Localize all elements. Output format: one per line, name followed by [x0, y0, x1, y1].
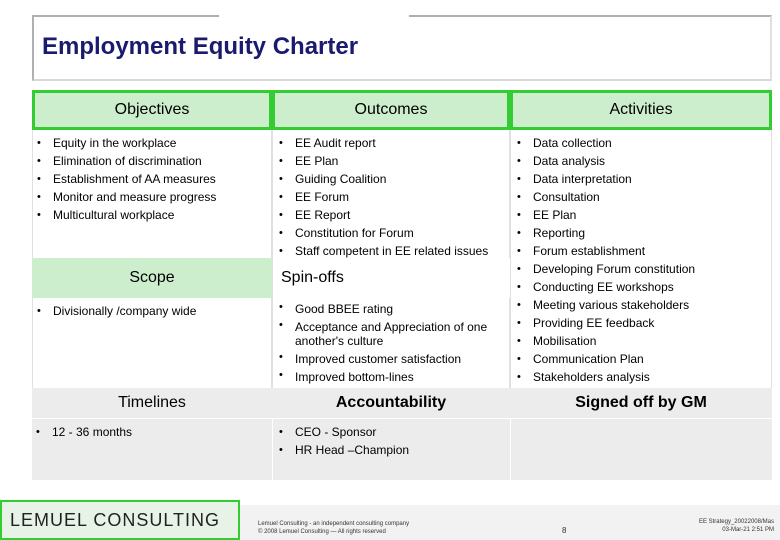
scope-list: [35, 302, 271, 320]
list-item: • Data analysis: [515, 152, 771, 170]
page-number: 8: [562, 526, 567, 535]
outcomes-header-label: Outcomes: [354, 101, 428, 118]
footer-text: [258, 520, 409, 536]
list-item: • Stakeholders analysis: [515, 368, 771, 386]
objectives-body: [32, 130, 272, 258]
list-item: • EE Report: [277, 206, 509, 224]
list-item: • Equity in the workplace: [35, 134, 271, 152]
objectives-header: [32, 90, 272, 130]
footer-doc-ref: EE Strategy_20022008/Mas: [698, 519, 774, 525]
spinoffs-body: [272, 298, 510, 388]
list-item: • Meeting various stakeholders: [515, 296, 771, 314]
timelines-list: [34, 423, 272, 441]
list-item: • Data interpretation: [515, 170, 771, 188]
spinoffs-list: [277, 300, 509, 386]
list-item: • Good BBEE rating: [277, 300, 509, 318]
list-item: • CEO - Sponsor: [277, 423, 510, 441]
list-item: • Mobilisation: [515, 332, 771, 350]
list-item: • HR Head –Champion: [277, 441, 510, 459]
list-item: • Forum establishment: [515, 242, 771, 260]
objectives-header-label: Objectives: [114, 101, 190, 118]
accountability-list: [277, 423, 510, 459]
page-title: Employment Equity Charter: [42, 33, 359, 60]
scope-header: [32, 258, 272, 298]
list-item: • EE Plan: [277, 152, 509, 170]
spinoffs-header: [272, 258, 510, 298]
objectives-list: [35, 134, 271, 224]
list-item: • Multicultural workplace: [35, 206, 271, 224]
list-item: • Constitution for Forum: [277, 224, 509, 242]
outcomes-list: [277, 134, 509, 260]
list-item: • Improved customer satisfaction: [277, 350, 509, 368]
footer-right: [640, 518, 774, 534]
list-item: • Improved bottom-lines: [277, 368, 509, 386]
list-item: • Providing EE feedback: [515, 314, 771, 332]
activities-header: [510, 90, 772, 130]
accountability-header-label: Accountability: [335, 394, 447, 411]
list-item: • Establishment of AA measures: [35, 170, 271, 188]
list-item: • Conducting EE workshops: [515, 278, 771, 296]
list-item: • EE Audit report: [277, 134, 509, 152]
activities-list: [515, 134, 771, 386]
list-item: • 12 - 36 months: [34, 423, 272, 441]
company-logo: LEMUEL CONSULTING: [0, 500, 240, 540]
footer-line-1: Lemuel Consulting - an independent consulting company: [258, 521, 410, 527]
outcomes-header: [272, 90, 510, 130]
charter-grid: [32, 90, 772, 480]
list-item: • Developing Forum constitution: [515, 260, 771, 278]
list-item: • Guiding Coalition: [277, 170, 509, 188]
scope-body: [32, 298, 272, 388]
signoff-body: [510, 418, 772, 480]
list-item: • Elimination of discrimination: [35, 152, 271, 170]
activities-body: [510, 130, 772, 388]
list-item: • Communication Plan: [515, 350, 771, 368]
list-item: • Data collection: [515, 134, 771, 152]
list-item: • EE Forum: [277, 188, 509, 206]
signoff-header: [510, 388, 772, 418]
timelines-header: [32, 388, 272, 418]
timelines-header-label: Timelines: [118, 394, 186, 411]
accountability-body: [272, 418, 510, 480]
footer-line-2: © 2008 Lemuel Consulting — All rights reserved: [258, 529, 386, 535]
timelines-body: [32, 418, 272, 480]
signoff-header-label: Signed off by GM: [575, 394, 707, 411]
scope-header-label: Scope: [129, 269, 175, 286]
list-item: • Consultation: [515, 188, 771, 206]
spinoffs-header-label: Spin-offs: [281, 269, 344, 286]
activities-header-label: Activities: [609, 101, 673, 118]
footer-timestamp: 03-Mar-21 2:51 PM: [722, 527, 774, 533]
outcomes-body: [272, 130, 510, 258]
list-item: • EE Plan: [515, 206, 771, 224]
list-item: • Monitor and measure progress: [35, 188, 271, 206]
accountability-header: [272, 388, 510, 418]
list-item: • Staff competent in EE related issues: [277, 242, 509, 260]
list-item: • Acceptance and Appreciation of one another's culture: [277, 318, 509, 350]
list-item: • Divisionally /company wide: [35, 302, 271, 320]
list-item: • Reporting: [515, 224, 771, 242]
